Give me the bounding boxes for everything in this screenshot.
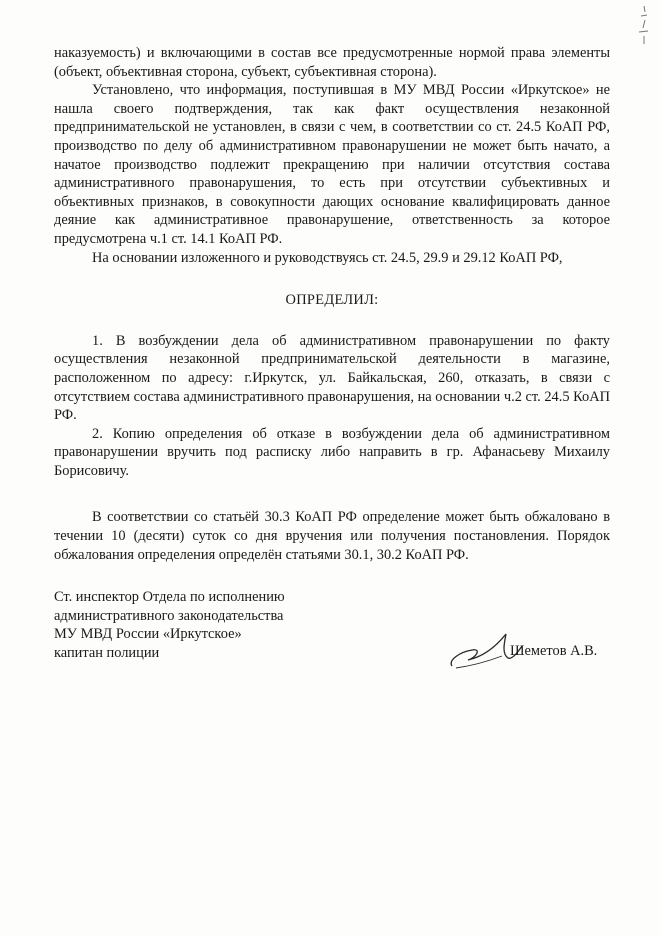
decision-item-2: 2. Копию определения об отказе в возбуждении дела об административном правонарушении вручить под расписку либо направить в гр. Афанасьеву Михаилу Борисовичу. xyxy=(54,425,610,479)
signatory-title-line-3: МУ МВД России «Иркутское» xyxy=(54,626,242,643)
paragraph-legal-basis: На основании изложенного и руководствуясь ст. 24.5, 29.9 и 29.12 КоАП РФ, xyxy=(92,249,563,266)
paragraph-established: Установлено, что информация, поступившая в МУ МВД России «Иркутское» не нашла своего подтверждения, так как факт осуществления незаконной предпринимательской не установлен, в связи с чем, в соответствии со ст. 24.5 КоАП РФ, производство по делу об административном правонарушении не может быть начато, а начатое производство подлежит прекращению при наличии отсутствия состава административного правонарушения, то есть при отсутствии субъективных и объективных признаков, в совокупности дающих основание квалифицировать данное деяние как административное правонарушение, ответственность за которое предусмотрена ч.1 ст. 14.1 КоАП РФ. xyxy=(54,82,610,247)
signatory-title-line-1: Ст. инспектор Отдела по исполнению xyxy=(54,589,285,605)
signer-name: Шеметов А.В. xyxy=(510,643,598,659)
document-body xyxy=(54,44,610,564)
decision-item-1: 1. В возбуждении дела об административном правонарушении по факту осуществления незаконной предпринимательской деятельности в магазине, расположенном по адресу: г.Иркутск, ул. Байкальская, 260, отказать, в связи с отсутствием состава административного правонарушения, на основании ч.2 ст. 24.5 КоАП РФ. xyxy=(54,332,610,424)
signatory-rank: капитан полиции xyxy=(54,644,160,661)
spacer xyxy=(54,480,610,508)
paragraph-intro-continuation: наказуемость) и включающими в состав все предусмотренные нормой права элементы (объект, объективная сторона, субъект, субъективная сторона). xyxy=(54,45,610,80)
signatory-block xyxy=(54,588,285,662)
signatory-title-line-2: административного законодательства xyxy=(54,607,284,624)
decision-heading: ОПРЕДЕЛИЛ: xyxy=(285,292,379,309)
margin-handwritten-mark-icon xyxy=(630,2,652,62)
paragraph-appeal: В соответствии со статьёй 30.3 КоАП РФ определение может быть обжаловано в течении 10 (десяти) суток со дня вручения или получения постановления. Порядок обжалования определения определён статьями 30.1, 30.2 КоАП РФ. xyxy=(54,509,610,563)
